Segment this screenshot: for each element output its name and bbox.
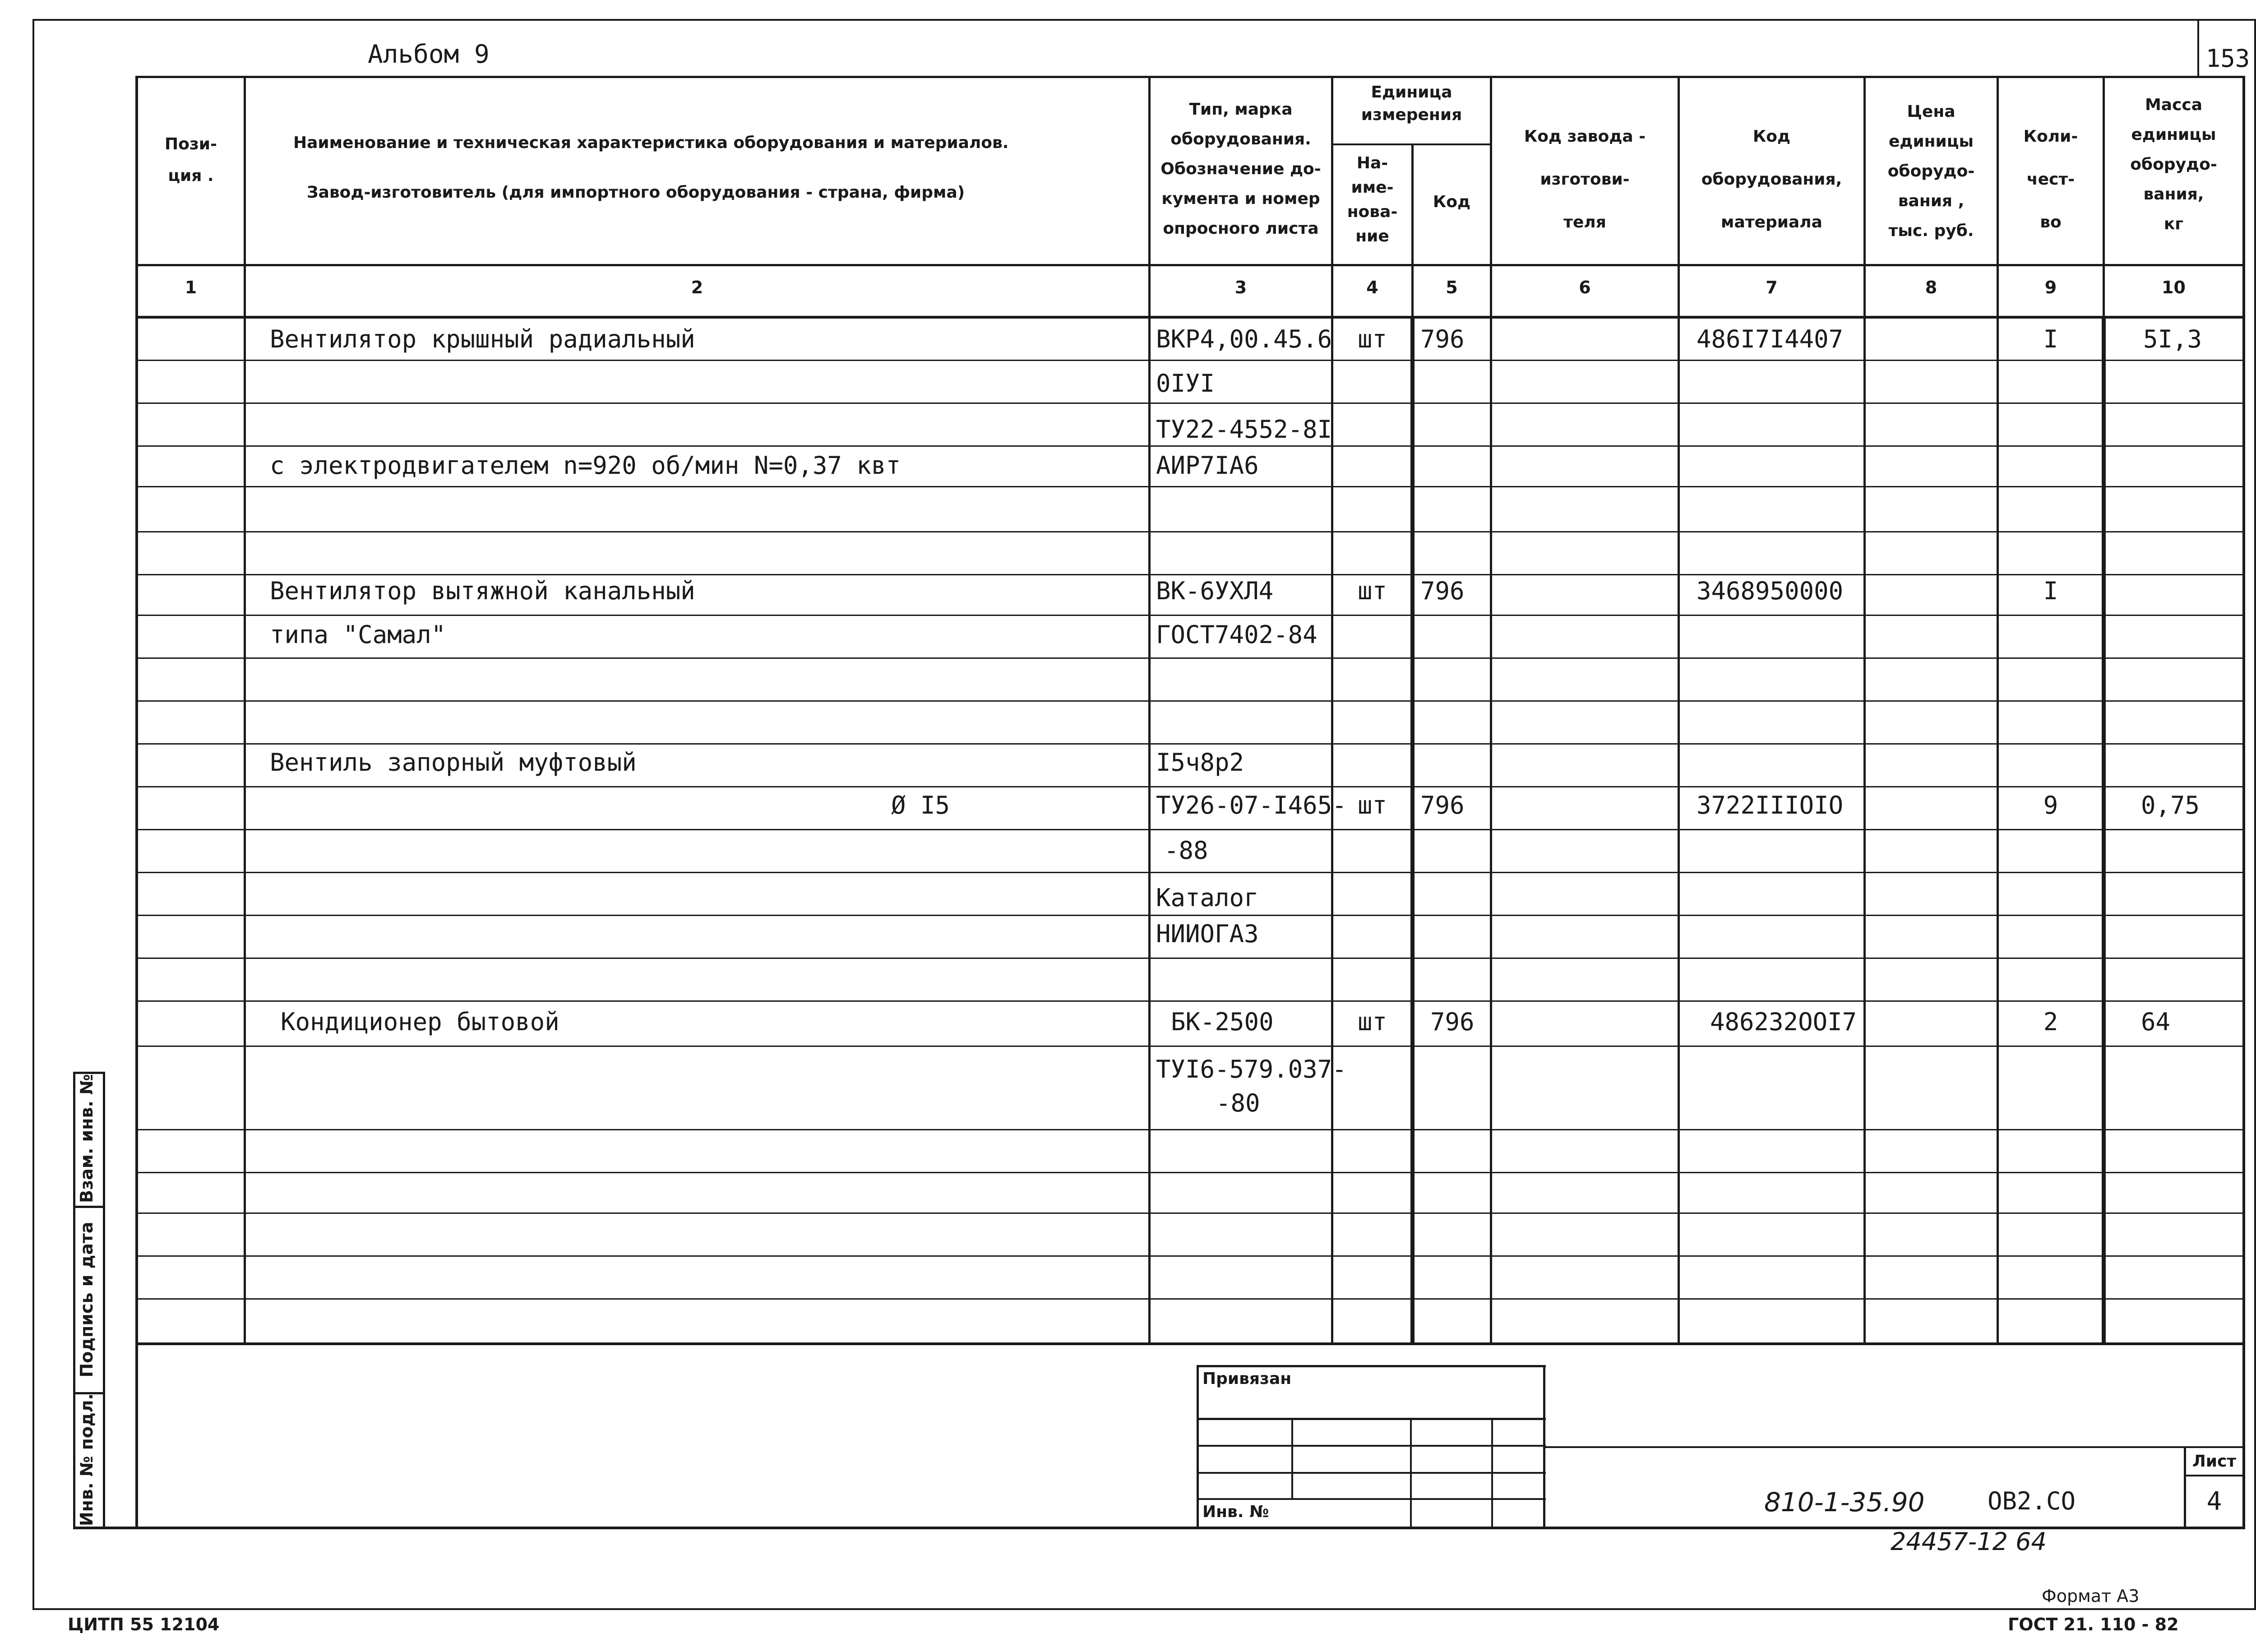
side-label-signature: Подпись и дата [77, 1222, 97, 1378]
stamp-attached: Привязан [1202, 1370, 1292, 1388]
outer-frame-bottom [32, 1608, 2256, 1610]
header-bottom [135, 264, 2245, 266]
item-unit-code: 796 [1420, 577, 1465, 605]
row-rule [135, 657, 2245, 659]
side-label-inv: Инв. № подл. [77, 1393, 97, 1527]
footer-format: Формат А3 [2042, 1586, 2140, 1606]
header-c2 [253, 118, 1148, 217]
header-c1-line2: ция . [168, 167, 214, 185]
stamp-box-row4 [1197, 1498, 1546, 1500]
doc-suffix: ОВ2.СО [1988, 1487, 2076, 1515]
item-type: НИИОГАЗ [1156, 920, 1259, 948]
archive-number: 24457-12 64 [1891, 1527, 2047, 1556]
row-rule [135, 1129, 2245, 1130]
album-label: Альбом 9 [368, 40, 490, 69]
header-c9-line1: Коли- [2023, 127, 2078, 146]
header-c8-line2: единицы [1888, 132, 1974, 151]
header-c10-line2: единицы [2131, 125, 2216, 144]
row-rule [135, 1046, 2245, 1047]
header-c9-line3: во [2040, 213, 2062, 231]
row-rule [135, 1172, 2245, 1173]
item-name: с электродвигателем n=920 об/мин N=0,37 квт [270, 451, 901, 480]
header-c3-line5: опросного листа [1163, 219, 1319, 238]
item-name: типа "Самал" [270, 620, 446, 649]
colnum-5: 5 [1446, 278, 1458, 297]
item-type: I5ч8р2 [1156, 748, 1244, 777]
row-rule [135, 486, 2245, 487]
row-rule [135, 1000, 2245, 1002]
header-unit-line2: измерения [1361, 106, 1462, 124]
item-name: Вентиль запорный муфтовый [270, 748, 637, 777]
outer-frame-right [2254, 19, 2256, 1610]
header-c2-line2: Завод-изготовитель (для импортного оборудования - страна, фирма) [307, 183, 965, 202]
outer-frame-top [32, 19, 2256, 21]
col-line-4-thick [1410, 317, 1415, 1345]
item-type: ТУ26-07-I465- [1156, 791, 1347, 819]
row-rule [135, 360, 2245, 361]
item-material-code: 486I7I4407 [1697, 325, 1844, 353]
table-right [2242, 76, 2245, 1529]
header-c7-line1: Код [1752, 127, 1791, 146]
item-unit-code: 796 [1420, 325, 1465, 353]
header-unit-line1: Единица [1371, 83, 1452, 102]
item-material-code: 3468950000 [1697, 577, 1844, 605]
sheet-box-divider [2184, 1475, 2245, 1476]
unit-group-rule [1331, 143, 1491, 145]
header-unit-group [1333, 81, 1490, 126]
item-type: -80 [1216, 1089, 1260, 1117]
stamp-inv: Инв. № [1202, 1503, 1269, 1521]
row-rule [135, 1298, 2245, 1300]
col-line-9-thick [2102, 317, 2106, 1345]
header-c6-line3: теля [1563, 213, 1606, 231]
row-rule [135, 1212, 2245, 1214]
header-c9-line2: чест- [2026, 170, 2075, 189]
item-mass: 5I,3 [2143, 325, 2202, 353]
item-unit-code: 796 [1430, 1008, 1475, 1036]
header-c10-line3: оборудо- [2130, 155, 2217, 174]
header-c10-line4: вания, [2143, 185, 2204, 204]
header-c9 [1999, 115, 2103, 244]
item-type: -88 [1164, 836, 1208, 865]
header-c8-line4: вания , [1898, 192, 1965, 210]
item-unit: шт [1357, 577, 1387, 605]
header-c6-line1: Код завода - [1524, 127, 1646, 146]
header-c4-line2: име- [1351, 178, 1394, 197]
header-c3 [1151, 95, 1331, 244]
header-c4-line3: нова- [1347, 203, 1398, 221]
item-quantity: I [2043, 325, 2058, 353]
item-type: БК-2500 [1171, 1008, 1274, 1036]
item-diameter: Ø I5 [891, 791, 950, 819]
row-rule [135, 445, 2245, 447]
footer-left: ЦИТП 55 12104 [68, 1615, 220, 1634]
header-c2-line1: Наименование и техническая характеристика оборудования и материалов. [293, 134, 1009, 152]
footer-gost: ГОСТ 21. 110 - 82 [2008, 1615, 2179, 1634]
item-unit: шт [1357, 791, 1387, 819]
item-unit-code: 796 [1420, 791, 1465, 819]
title-block-top [1543, 1446, 2245, 1448]
header-c5: Код [1433, 193, 1471, 211]
header-c6-line2: изготови- [1540, 170, 1630, 189]
header-c10-line5: кг [2164, 215, 2184, 233]
colnum-bottom [135, 316, 2245, 319]
item-type: ВКР4,00.45.6 [1156, 325, 1332, 353]
colnum-6: 6 [1579, 278, 1591, 297]
row-rule [135, 915, 2245, 916]
header-c8-line1: Цена [1907, 102, 1956, 121]
row-rule [135, 786, 2245, 787]
header-c3-line4: кумента и номер [1161, 190, 1320, 208]
row-rule [135, 1255, 2245, 1257]
table-bottom [135, 1342, 2245, 1345]
item-type: ВК-6УХЛ4 [1156, 577, 1274, 605]
item-quantity: I [2043, 577, 2058, 605]
stamp-box-row1 [1197, 1418, 1546, 1420]
item-type: 0IУI [1156, 369, 1215, 398]
doc-code: 810-1-35.90 [1764, 1487, 1925, 1518]
item-name: Вентилятор вытяжной канальный [270, 577, 695, 605]
row-rule [135, 958, 2245, 959]
sheet-label: Лист [2192, 1452, 2237, 1471]
row-rule [135, 615, 2245, 616]
header-c4-line4: ние [1355, 227, 1389, 245]
header-c1 [138, 129, 244, 192]
table-top [135, 76, 2245, 78]
row-rule [135, 872, 2245, 873]
colnum-10: 10 [2162, 278, 2186, 297]
header-c4-line1: На- [1356, 154, 1388, 172]
header-c1-line1: Пози- [165, 135, 217, 153]
header-c7-line3: материала [1721, 213, 1822, 231]
colnum-4: 4 [1366, 278, 1378, 297]
header-c8-line3: оборудо- [1887, 162, 1975, 180]
item-type: ТУ22-4552-8I [1156, 415, 1332, 444]
item-name: Кондиционер бытовой [281, 1008, 559, 1036]
side-label-vzam: Взам. инв. № [77, 1074, 97, 1203]
item-mass: 0,75 [2141, 791, 2200, 819]
row-rule [135, 700, 2245, 702]
colnum-1: 1 [185, 278, 197, 297]
row-rule [135, 829, 2245, 830]
header-c6 [1492, 115, 1678, 244]
header-c3-line1: Тип, марка [1189, 100, 1293, 119]
stamp-box-row2 [1197, 1445, 1546, 1447]
colnum-8: 8 [1925, 278, 1937, 297]
sheet-number: 4 [2206, 1487, 2222, 1516]
header-c3-line3: Обозначение до- [1160, 160, 1321, 178]
corner-box-left [2197, 19, 2199, 78]
header-c8 [1866, 97, 1997, 246]
item-type: АИР7IA6 [1156, 451, 1259, 480]
item-quantity: 2 [2043, 1008, 2058, 1036]
outer-frame-left [32, 19, 34, 1610]
stamp-box-row3 [1197, 1472, 1546, 1474]
page-corner-number: 153 [2205, 44, 2250, 73]
stamp-box-col1 [1291, 1418, 1293, 1499]
colnum-7: 7 [1766, 278, 1778, 297]
header-c10-line1: Масса [2145, 96, 2203, 114]
colnum-3: 3 [1234, 278, 1247, 297]
stamp-box-col2 [1410, 1418, 1412, 1528]
item-material-code: 3722IIIOIO [1697, 791, 1844, 819]
row-rule [135, 743, 2245, 745]
colnum-9: 9 [2044, 278, 2057, 297]
header-c4 [1333, 151, 1411, 249]
item-material-code: 486232OOI7 [1710, 1008, 1857, 1036]
row-rule [135, 531, 2245, 532]
header-c7 [1680, 115, 1863, 244]
item-type: ТУI6-579.037- [1156, 1055, 1347, 1083]
row-rule [135, 403, 2245, 404]
header-c7-line2: оборудования, [1701, 170, 1842, 189]
item-type: ГОСТ7402-84 [1156, 620, 1318, 649]
item-unit: шт [1357, 325, 1387, 353]
item-quantity: 9 [2043, 791, 2058, 819]
header-c8-line5: тыс. руб. [1888, 222, 1974, 240]
row-rule [135, 574, 2245, 575]
side-column-right [135, 1072, 138, 1529]
item-unit: шт [1357, 1008, 1387, 1036]
side-strip-right [103, 1072, 105, 1529]
header-c3-line2: оборудования. [1170, 130, 1311, 148]
stamp-box-col3 [1491, 1418, 1493, 1528]
side-strip-left [73, 1072, 75, 1529]
item-type: Каталог [1156, 884, 1259, 912]
item-mass: 64 [2141, 1008, 2171, 1036]
stamp-box-top [1197, 1365, 1546, 1367]
item-name: Вентилятор крышный радиальный [270, 325, 695, 353]
header-c10 [2105, 90, 2242, 239]
colnum-2: 2 [691, 278, 703, 297]
